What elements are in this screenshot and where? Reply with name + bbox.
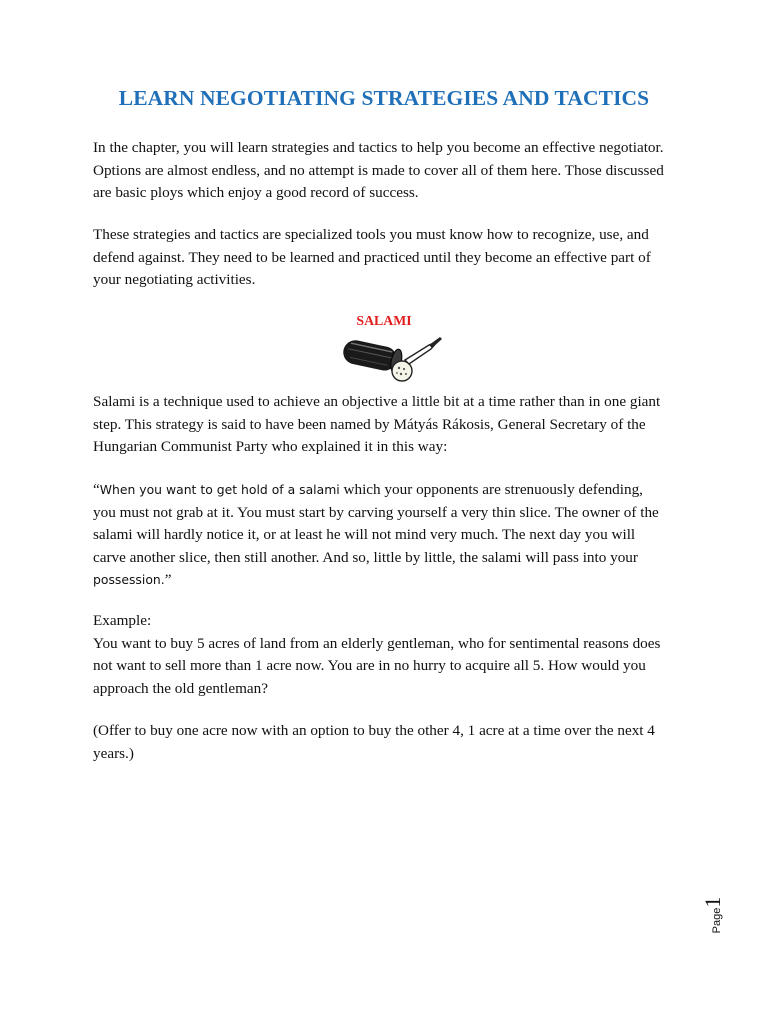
example-paragraph xyxy=(93,610,683,700)
salami-definition-paragraph xyxy=(93,391,683,459)
quote-close-mark: ” xyxy=(164,571,172,589)
definition-line: step. This strategy is said to have been named by Mátyás Rákosis, General Secretary of the xyxy=(93,415,646,433)
answer-paragraph xyxy=(93,720,683,765)
definition-line: Hungarian Communist Party who explained it in this way: xyxy=(93,438,448,456)
quote-last-word: possession. xyxy=(93,572,165,588)
tools-paragraph xyxy=(93,224,683,292)
quote-line xyxy=(93,569,683,592)
tools-line: defend against. They need to be learned and practiced until they become an effective part of xyxy=(93,248,651,266)
quote-line: salami will hardly notice it, or at least he will not mind very much. The next day you will xyxy=(93,526,636,544)
page-title: LEARN NEGOTIATING STRATEGIES AND TACTICS xyxy=(118,86,650,110)
quote-line: carve another slice, then still another. And so, little by little, the salami will pass into your xyxy=(93,548,638,566)
intro-line: In the chapter, you will learn strategies and tactics to help you become an effective negotiator. xyxy=(93,139,664,156)
page-number xyxy=(700,895,740,935)
page-number-value: 1 xyxy=(700,896,725,908)
quote-line: you must not grab at it. You must start by carving yourself a very thin slice. The owner of the xyxy=(93,503,659,521)
quote-line xyxy=(93,479,683,502)
tools-line: These strategies and tactics are specialized tools you must know how to recognize, use, and xyxy=(93,226,649,243)
quote-paragraph xyxy=(93,479,683,592)
section-title-salami: SALAMI xyxy=(356,313,412,328)
answer-line: (Offer to buy one acre now with an option to buy the other 4, 1 acre at a time over the next 4 xyxy=(93,722,655,739)
example-line: approach the old gentleman? xyxy=(93,679,269,697)
page-label: Page xyxy=(711,907,723,934)
example-line: not want to sell more than 1 acre now. You are in no hurry to acquire all 5. How would you xyxy=(93,657,646,675)
quote-open-mark: “ xyxy=(93,481,100,498)
example-label: Example: xyxy=(93,612,152,629)
intro-line: Options are almost endless, and no attempt is made to cover all of them here. Those discussed xyxy=(93,161,664,179)
quote-first-line-end: which your opponents are strenuously defending, xyxy=(339,481,643,498)
intro-line: are basic ploys which enjoy a good record of success. xyxy=(93,184,419,202)
salami-and-knife-icon xyxy=(333,333,443,390)
tools-line: your negotiating activities. xyxy=(93,271,256,289)
example-line: You want to buy 5 acres of land from an elderly gentleman, who for sentimental reasons does xyxy=(93,634,661,652)
intro-paragraph xyxy=(93,137,683,205)
quote-first-line-start: When you want to get hold of a salami xyxy=(99,482,340,497)
answer-line: years.) xyxy=(93,744,134,762)
definition-line: Salami is a technique used to achieve an objective a little bit at a time rather than in one giant xyxy=(93,393,661,410)
